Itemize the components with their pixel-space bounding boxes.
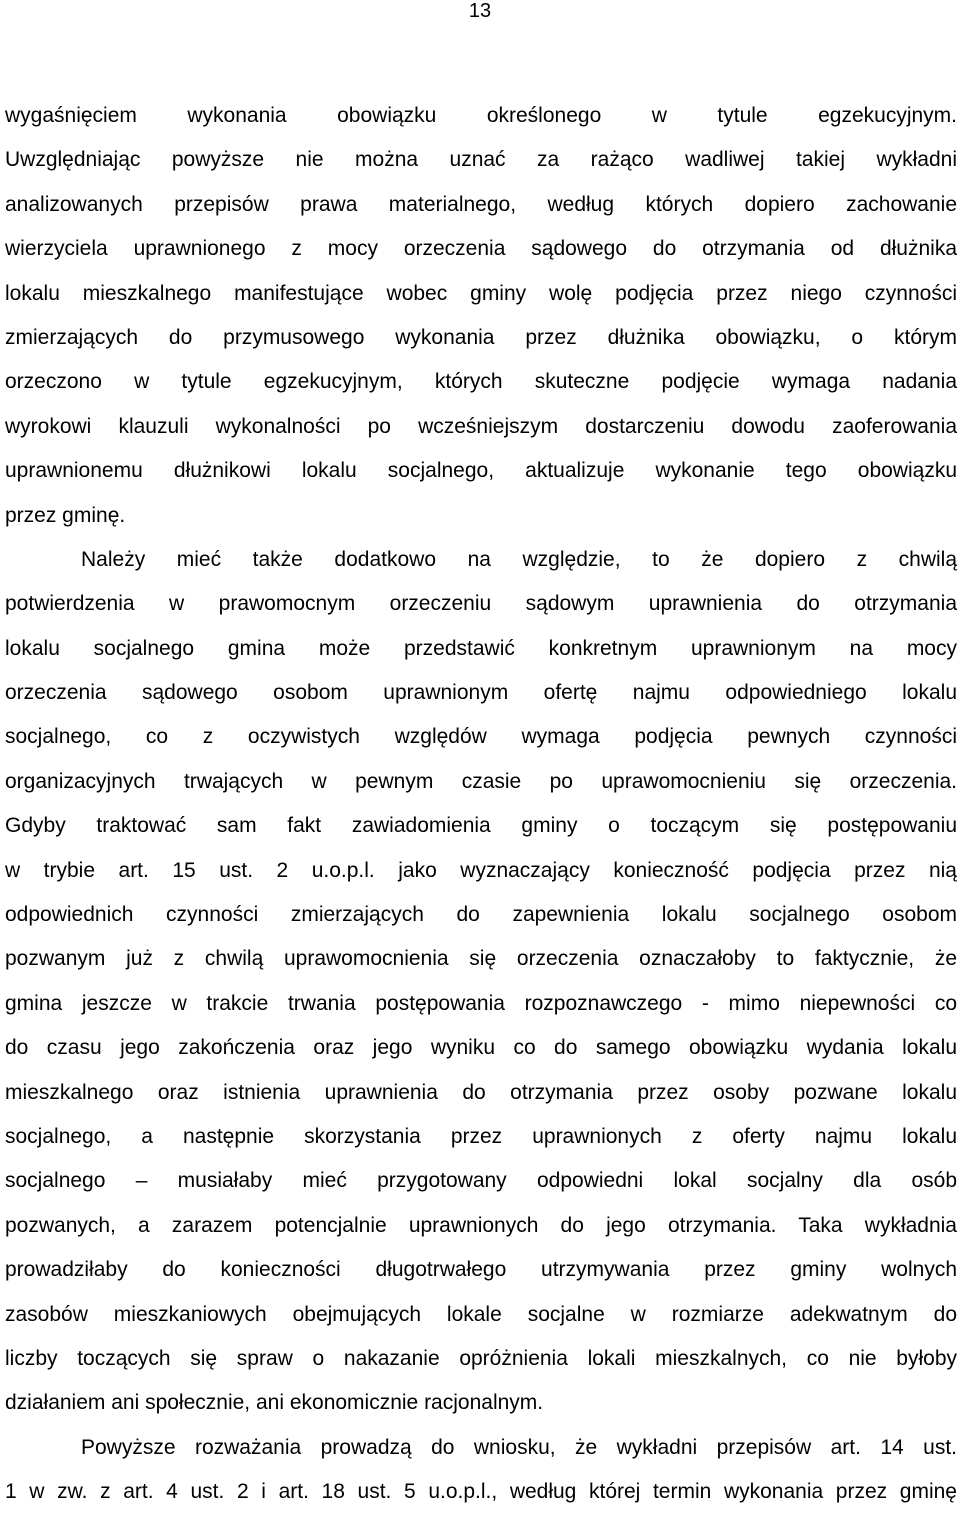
text-line: wyrokowi klauzuli wykonalności po wcześniejszym dostarczeniu dowodu zaoferowania: [5, 414, 957, 438]
text-line: zasobów mieszkaniowych obejmujących lokale socjalne w rozmiarze adekwatnym do: [5, 1302, 957, 1326]
text-line: pozwanym już z chwilą uprawomocnienia się orzeczenia oznaczałoby to faktycznie, że: [5, 947, 957, 971]
text-line: potwierdzenia w prawomocnym orzeczeniu sądowym uprawnienia do otrzymania: [5, 592, 957, 616]
text-line: działaniem ani społecznie, ani ekonomicznie racjonalnym.: [5, 1391, 544, 1415]
text-line: lokalu mieszkalnego manifestujące wobec gminy wolę podjęcia przez niego czynności: [5, 281, 957, 305]
text-line: socjalnego, a następnie skorzystania przez uprawnionych z oferty najmu lokalu: [5, 1124, 957, 1148]
text-line: zmierzających do przymusowego wykonania przez dłużnika obowiązku, o którym: [5, 325, 957, 349]
text-line: wygaśnięciem wykonania obowiązku określonego w tytule egzekucyjnym.: [5, 104, 957, 127]
text-line: przez gminę.: [5, 503, 126, 527]
text-line: odpowiednich czynności zmierzających do zapewnienia lokalu socjalnego osobom: [5, 903, 957, 927]
text-line: lokalu socjalnego gmina może przedstawić konkretnym uprawnionym na mocy: [5, 636, 957, 660]
text-line: Należy mieć także dodatkowo na względzie, to że dopiero z chwilą: [81, 547, 957, 571]
text-line: socjalnego – musiałaby mieć przygotowany odpowiedni lokal socjalny dla osób: [5, 1169, 957, 1193]
text-line: analizowanych przepisów prawa materialnego, według których dopiero zachowanie: [5, 192, 957, 216]
page-number: 13: [468, 0, 492, 22]
text-line: mieszkalnego oraz istnienia uprawnienia do otrzymania przez osoby pozwane lokalu: [5, 1080, 957, 1104]
text-line: w trybie art. 15 ust. 2 u.o.p.l. jako wyznaczający konieczność podjęcia przez nią: [5, 858, 957, 882]
text-line: do czasu jego zakończenia oraz jego wyniku co do samego obowiązku wydania lokalu: [5, 1036, 957, 1060]
text-line: uprawnionemu dłużnikowi lokalu socjalnego, aktualizuje wykonanie tego obowiązku: [5, 459, 957, 483]
text-line: Powyższe rozważania prowadzą do wniosku, że wykładni przepisów art. 14 ust.: [81, 1435, 957, 1459]
document-body: [5, 96, 957, 1517]
text-line: socjalnego, co z oczywistych względów wymaga podjęcia pewnych czynności: [5, 725, 957, 749]
text-line: 1 w zw. z art. 4 ust. 2 i art. 18 ust. 5 u.o.p.l., według której termin wykonania przez gminę: [5, 1480, 957, 1504]
text-line: prowadziłaby do konieczności długotrwałego utrzymywania przez gminy wolnych: [5, 1258, 957, 1282]
text-line: Uwzględniając powyższe nie można uznać za rażąco wadliwej takiej wykładni: [5, 148, 957, 172]
text-line: liczby toczących się spraw o nakazanie opróżnienia lokali mieszkalnych, co nie byłoby: [5, 1346, 957, 1370]
text-line: organizacyjnych trwających w pewnym czasie po uprawomocnieniu się orzeczenia.: [5, 769, 957, 793]
text-line: Gdyby traktować sam fakt zawiadomienia gminy o toczącym się postępowaniu: [5, 814, 957, 838]
text-line: wierzyciela uprawnionego z mocy orzeczenia sądowego do otrzymania od dłużnika: [5, 237, 957, 261]
text-line: pozwanych, a zarazem potencjalnie uprawnionych do jego otrzymania. Taka wykładnia: [5, 1213, 957, 1237]
text-line: orzeczenia sądowego osobom uprawnionym ofertę najmu odpowiedniego lokalu: [5, 681, 957, 705]
text-line: orzeczono w tytule egzekucyjnym, których skuteczne podjęcie wymaga nadania: [5, 370, 957, 394]
text-line: gmina jeszcze w trakcie trwania postępowania rozpoznawczego - mimo niepewności co: [5, 991, 957, 1015]
